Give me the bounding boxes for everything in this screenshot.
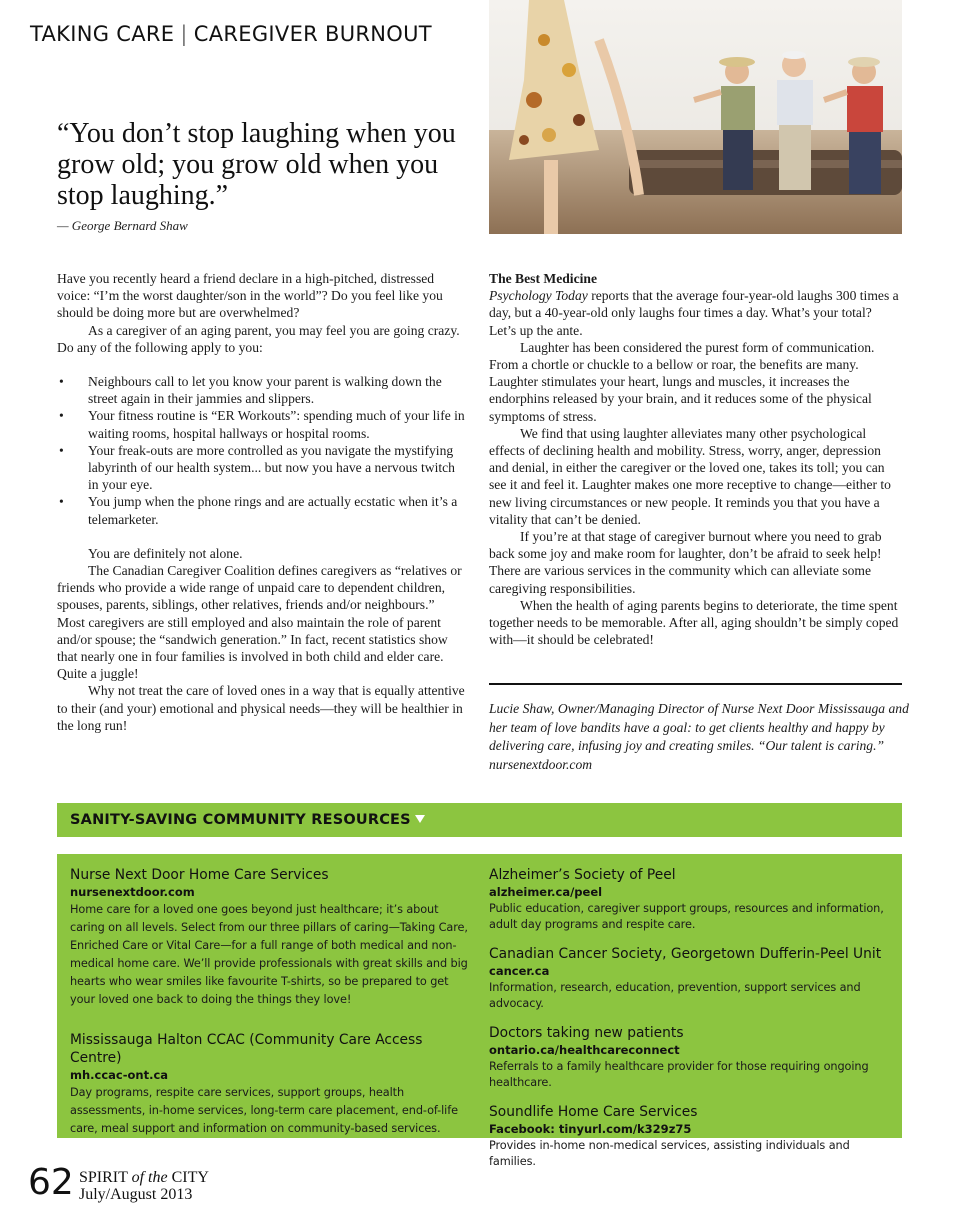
publication-name: Psychology Today bbox=[489, 288, 588, 304]
resource-item bbox=[489, 1024, 891, 1091]
author-bio: Lucie Shaw, Owner/Managing Director of Nurse Next Door Mississauga and her team of love bandits have a goal: to get clients healthy and happy by delivering care, infusing joy and creating smiles. “Our talent is caring.” nursenextdoor.com bbox=[489, 701, 909, 772]
subsection-label: CAREGIVER BURNOUT bbox=[193, 22, 432, 46]
paragraph-text: reports that the average four-year-old laughs 300 times a day, but a 40-year-old only laughs four times a day. What’s your total? Let’s up the ante. bbox=[489, 288, 899, 338]
resource-item bbox=[489, 1103, 891, 1170]
resources-right-column bbox=[489, 866, 891, 1182]
magazine-name-italic: of the bbox=[131, 1169, 168, 1186]
article-right-column bbox=[489, 270, 902, 648]
section-separator: | bbox=[180, 22, 188, 46]
section-label: TAKING CARE bbox=[30, 22, 175, 46]
article-paragraph: When the health of aging parents begins to deteriorate, the time spent together needs to be memorable. After all, aging shouldn’t be simply coped with—it should be celebrated! bbox=[489, 597, 899, 648]
list-item-text: Neighbours call to let you know your parent is walking down the street again in their jammies and slippers. bbox=[88, 374, 442, 407]
resource-item bbox=[70, 866, 470, 1009]
resource-name: Nurse Next Door Home Care Services bbox=[70, 867, 329, 883]
resource-name: Alzheimer’s Society of Peel bbox=[489, 867, 676, 883]
issue-date: July/August 2013 bbox=[79, 1186, 193, 1203]
resource-description: Information, research, education, prevention, support services and advocacy. bbox=[489, 981, 861, 1010]
resource-item bbox=[489, 945, 891, 1012]
list-item bbox=[57, 493, 465, 527]
bio-divider bbox=[489, 683, 902, 685]
resource-name: Canadian Cancer Society, Georgetown Dufferin-Peel Unit bbox=[489, 946, 882, 962]
article-paragraph: If you’re at that stage of caregiver burnout where you need to grab back some joy and make room for laughter, don’t be afraid to seek help! There are various services in the community which can alleviate some caregiving responsibilities. bbox=[489, 529, 882, 596]
list-item bbox=[57, 407, 465, 441]
article-paragraph bbox=[489, 287, 902, 339]
magazine-name-part: CITY bbox=[171, 1169, 209, 1186]
bullet-icon: • bbox=[59, 408, 64, 424]
resource-url[interactable]: alzheimer.ca/peel bbox=[489, 885, 603, 899]
article-paragraph: Why not treat the care of loved ones in a way that is equally attentive to their (and your) emotional and physical needs—they will be healthier in the long run! bbox=[57, 683, 465, 733]
article-paragraph: You are definitely not alone. bbox=[88, 545, 243, 561]
resources-box bbox=[57, 854, 902, 1168]
magazine-footer bbox=[79, 1169, 209, 1203]
bullet-icon: • bbox=[59, 374, 64, 390]
resource-url[interactable]: Facebook: tinyurl.com/k329z75 bbox=[489, 1122, 692, 1136]
magazine-name bbox=[79, 1169, 209, 1186]
magazine-name-part: SPIRIT bbox=[79, 1169, 128, 1186]
article-paragraph: As a caregiver of an aging parent, you may feel you are going crazy. Do any of the following apply to you: bbox=[57, 322, 460, 355]
beach-photo bbox=[489, 0, 902, 234]
resources-title bbox=[70, 812, 425, 828]
bullet-icon: • bbox=[59, 494, 64, 510]
resource-description: Referrals to a family healthcare provider for those requiring ongoing healthcare. bbox=[489, 1060, 869, 1089]
resource-description: Provides in-home non-medical services, assisting individuals and families. bbox=[489, 1139, 850, 1168]
resources-title-text: SANITY-SAVING COMMUNITY RESOURCES bbox=[70, 812, 411, 828]
resource-name: Mississauga Halton CCAC (Community Care Access Centre) bbox=[70, 1032, 423, 1066]
quote-attribution: — George Bernard Shaw bbox=[57, 218, 188, 233]
resource-description: Day programs, respite care services, support groups, health assessments, in-home services, long-term care placement, end-of-life care, meal support and information on community-based services. bbox=[70, 1086, 458, 1135]
article-subheading: The Best Medicine bbox=[489, 271, 597, 286]
resource-url[interactable]: ontario.ca/healthcareconnect bbox=[489, 1043, 680, 1057]
list-item-text: You jump when the phone rings and are actually ecstatic when it’s a telemarketer. bbox=[88, 494, 458, 527]
resource-description: Home care for a loved one goes beyond just healthcare; it’s about caring on all levels. Select from our three pillars of caring—Taking Care, Enriched Care or Vital Care—for a full range of both medical and non-medical home care. We’ll provide professionals with great skills and big hearts who wear smiles like favourite T-shirts, so be prepared to get your loved one back to doing the things they love! bbox=[70, 903, 468, 1006]
list-item bbox=[57, 373, 465, 407]
symptom-list bbox=[57, 373, 465, 528]
resource-url[interactable]: mh.ccac-ont.ca bbox=[70, 1068, 169, 1082]
article-paragraph: We find that using laughter alleviates many other psychological effects of declining health and mobility. Stress, worry, anger, depression and denial, in either the caregiver or the loved one, takes its toll; you can see it and feel it. Laughter makes one more receptive to change—either to new living circumstances or new people. It reminds you that you have a vitality that can’t be denied. bbox=[489, 425, 891, 527]
list-item bbox=[57, 442, 465, 494]
bullet-icon: • bbox=[59, 442, 64, 458]
resources-left-column bbox=[70, 866, 470, 1160]
list-item-text: Your fitness routine is “ER Workouts”: spending much of your life in waiting rooms, hospital hallways or hospital rooms. bbox=[88, 408, 465, 441]
resources-header-bar bbox=[57, 803, 902, 837]
resource-url[interactable]: cancer.ca bbox=[489, 964, 550, 978]
resource-name: Soundlife Home Care Services bbox=[489, 1104, 698, 1120]
resource-item bbox=[70, 1031, 470, 1138]
article-intro: Have you recently heard a friend declare in a high-pitched, distressed voice: “I’m the worst daughter/son in the world”? Do you feel like you should be doing more but are overwhelmed? bbox=[57, 271, 443, 321]
list-item-text: Your freak-outs are more controlled as you navigate the mystifying labyrinth of our health system... but now you have a nervous twitch in your eye. bbox=[88, 442, 455, 493]
resource-name: Doctors taking new patients bbox=[489, 1025, 684, 1041]
article-paragraph: Laughter has been considered the purest form of communication. From a chortle or chuckle to a bellow or roar, the benefits are many. Laughter stimulates your heart, lungs and muscles, it increases the endorphins released by your brain, and it reduces some of the physical symptoms of stress. bbox=[489, 339, 875, 424]
triangle-down-icon bbox=[415, 815, 425, 823]
page-number: 62 bbox=[28, 1162, 74, 1203]
pull-quote: “You don’t stop laughing when you grow old; you grow old when you stop laughing.” bbox=[57, 118, 456, 211]
resource-url[interactable]: nursenextdoor.com bbox=[70, 885, 195, 899]
article-left-column bbox=[57, 270, 465, 734]
resource-item bbox=[489, 866, 891, 933]
resource-description: Public education, caregiver support groups, resources and information, adult day programs and respite care. bbox=[489, 902, 884, 931]
section-header bbox=[30, 22, 432, 46]
article-paragraph: The Canadian Caregiver Coalition defines caregivers as “relatives or friends who provide a wide range of unpaid care to dependent children, spouses, parents, siblings, other relatives, friends and/or neighbours.” Most caregivers are still employed and also maintain the role of parent and/or spouse; the “sandwich generation.” In fact, recent statistics show that nearly one in four families is involved in both child and elder care. Quite a juggle! bbox=[57, 563, 462, 682]
